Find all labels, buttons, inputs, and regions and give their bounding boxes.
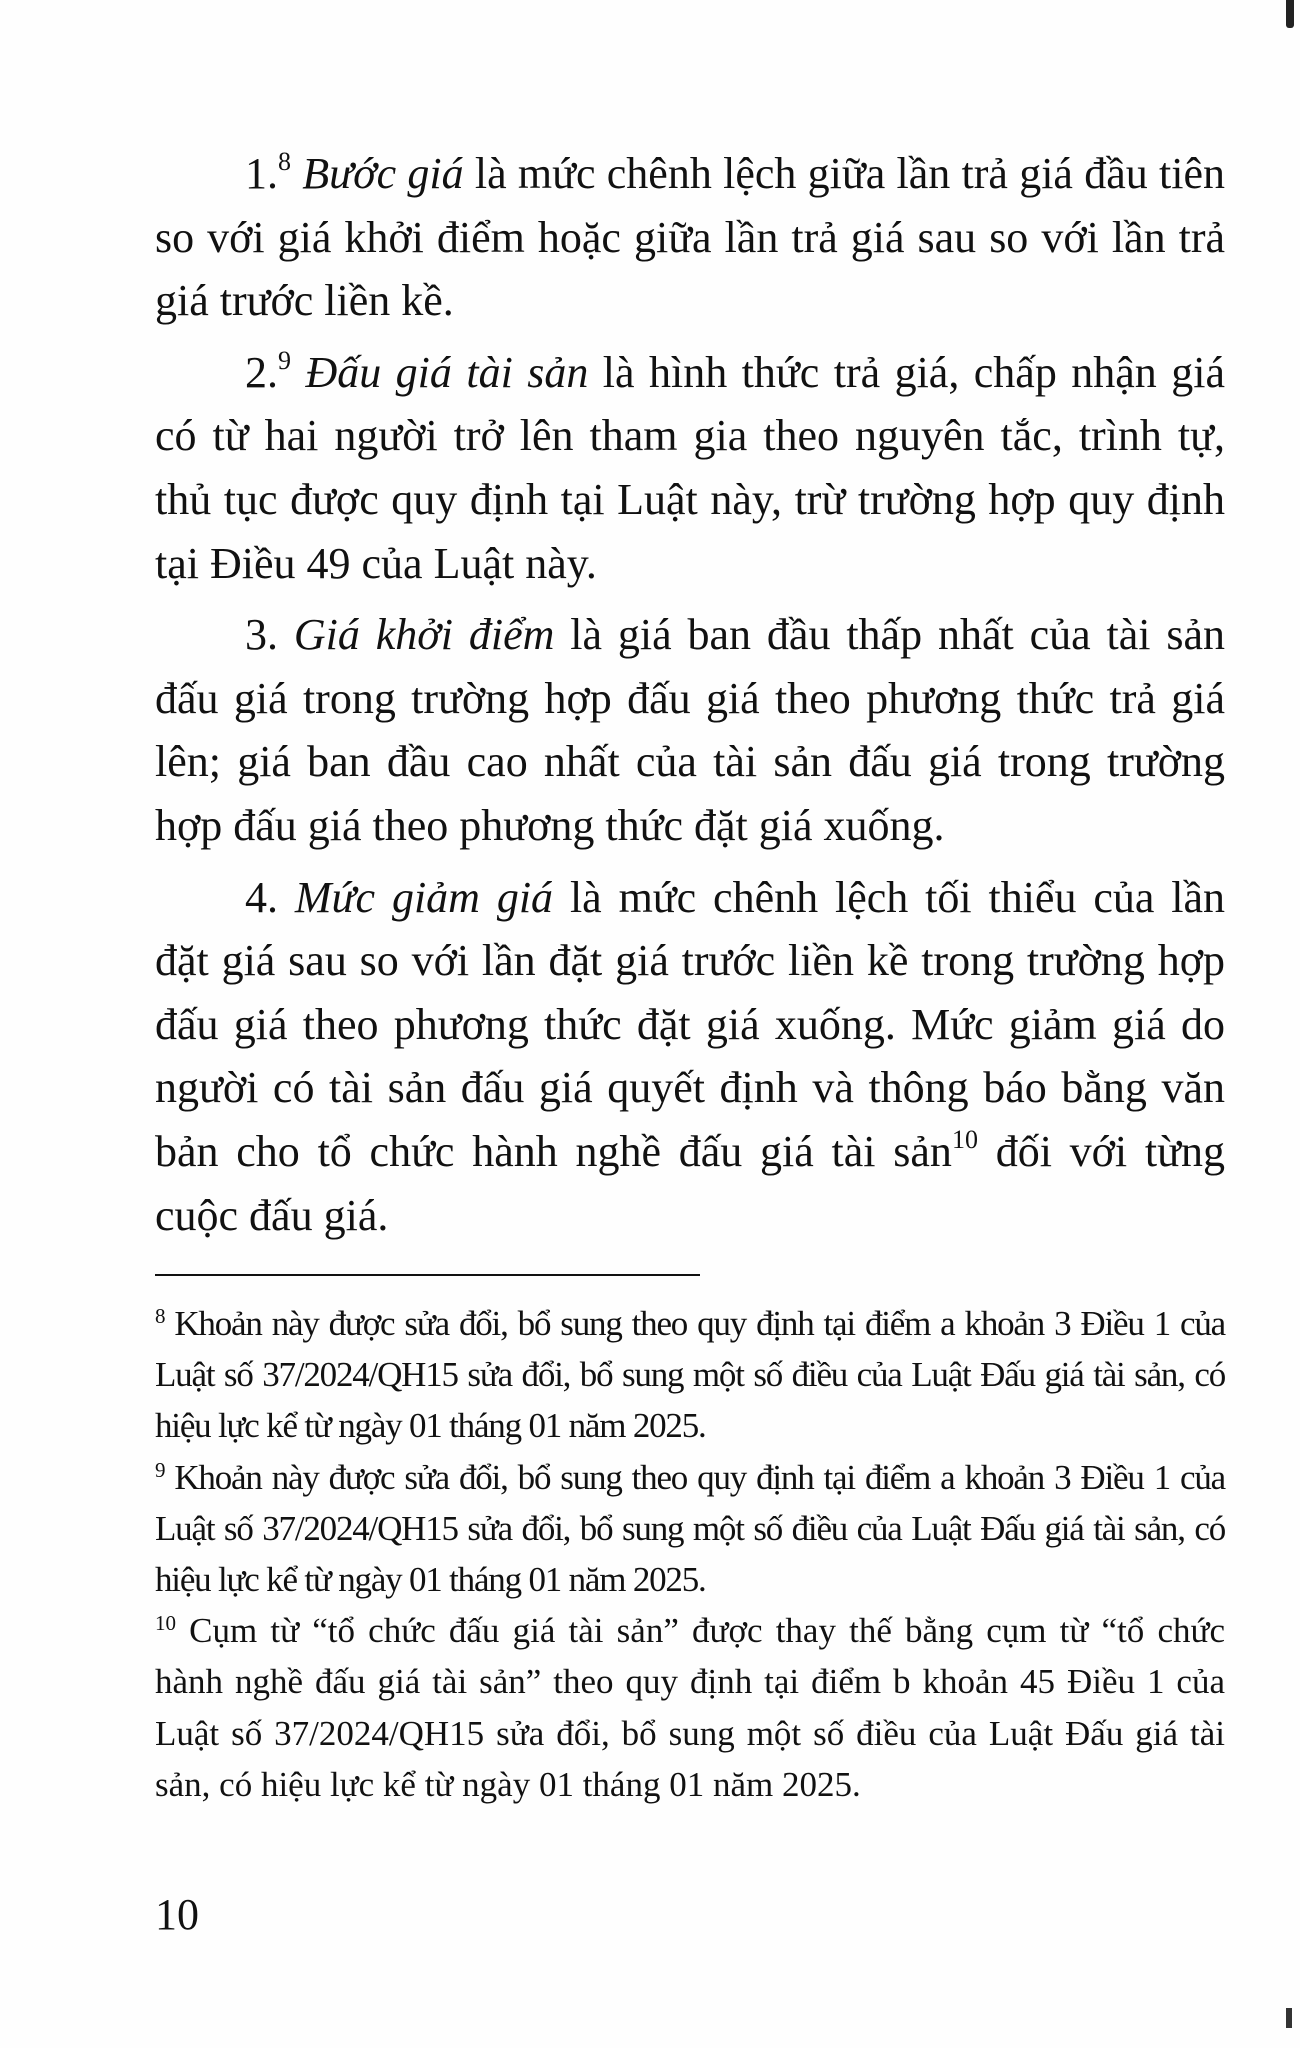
page-edge-mark <box>1286 0 1294 28</box>
footnote-ref[interactable]: 10 <box>951 1124 978 1154</box>
paragraph-1 <box>155 142 1225 333</box>
paragraph-3 <box>155 603 1225 857</box>
paragraph-text-tail: đối với từng cuộc đấu giá. <box>155 1126 1225 1240</box>
main-text <box>155 142 1225 1255</box>
defined-term: Giá khởi điểm <box>293 610 555 660</box>
defined-term: Mức giảm giá <box>294 872 554 922</box>
paragraph-number: 2. <box>245 347 278 397</box>
footnote-ref[interactable]: 9 <box>278 345 291 375</box>
paragraph-2 <box>155 341 1225 595</box>
page-number: 10 <box>155 1890 199 1939</box>
paragraph-text: là giá ban đầu thấp nhất của tài sản đấu giá trong trường hợp đấu giá theo phương thức trả giá lên; giá ban đầu cao nhất của tài sản đấu giá trong trường hợp đấu giá theo phương thức đặt giá xuống. <box>155 610 1226 850</box>
footnotes <box>155 1298 1225 1810</box>
paragraph-4 <box>155 866 1225 1248</box>
footnote-number: 10 <box>155 1611 176 1636</box>
paragraph-text: là hình thức trả giá, chấp nhận giá có từ hai người trở lên tham gia theo nguyên tắc, trình tự, thủ tục được quy định tại Luật này, trừ trường hợp quy định tại Điều 49 của Luật này. <box>155 347 1225 588</box>
paragraph-number: 3. <box>245 610 294 660</box>
footnote-text: Cụm từ “tổ chức đấu giá tài sản” được thay thế bằng cụm từ “tổ chức hành nghề đấu giá tài sản” theo quy định tại điểm b khoản 45 Điều 1 của Luật số 37/2024/QH15 sửa đổi, bổ sung một số điều của Luật Đấu giá tài sản, có hiệu lực kể từ ngày 01 tháng 01 năm 2025. <box>155 1611 1225 1804</box>
defined-term: Đấu giá tài sản <box>305 347 589 397</box>
footnote-8 <box>155 1298 1225 1452</box>
defined-term: Bước giá <box>302 149 464 198</box>
footnote-ref[interactable]: 8 <box>278 147 291 176</box>
footnote-9 <box>155 1452 1225 1606</box>
footnote-text: Khoản này được sửa đổi, bổ sung theo quy định tại điểm a khoản 3 Điều 1 của Luật số 37/2024/QH15 sửa đổi, bổ sung một số điều của Luật Đấu giá tài sản, có hiệu lực kể từ ngày 01 tháng 01 năm 2025. <box>155 1304 1225 1446</box>
footnote-number: 9 <box>155 1457 165 1482</box>
footnote-separator <box>155 1274 700 1276</box>
footnote-10 <box>155 1605 1225 1810</box>
footnote-number: 8 <box>155 1304 165 1328</box>
paragraph-text: là mức chênh lệch giữa lần trả giá đầu tiên so với giá khởi điểm hoặc giữa lần trả giá sau so với lần trả giá trước liền kề. <box>155 149 1225 326</box>
paragraph-number: 4. <box>245 872 295 922</box>
page-edge-mark-bottom <box>1286 2008 1292 2028</box>
paragraph-number: 1. <box>245 149 278 198</box>
paragraph-text: là mức chênh lệch tối thiểu của lần đặt giá sau so với lần đặt giá trước liền kề trong trường hợp đấu giá theo phương thức đặt giá xuống. Mức giảm giá do người có tài sản đấu giá quyết định và thông báo bằng văn bản cho tổ chức hành nghề đấu giá tài sản <box>155 872 1226 1176</box>
footnote-text: Khoản này được sửa đổi, bổ sung theo quy định tại điểm a khoản 3 Điều 1 của Luật số 37/2024/QH15 sửa đổi, bổ sung một số điều của Luật Đấu giá tài sản, có hiệu lực kể từ ngày 01 tháng 01 năm 2025. <box>155 1457 1225 1600</box>
